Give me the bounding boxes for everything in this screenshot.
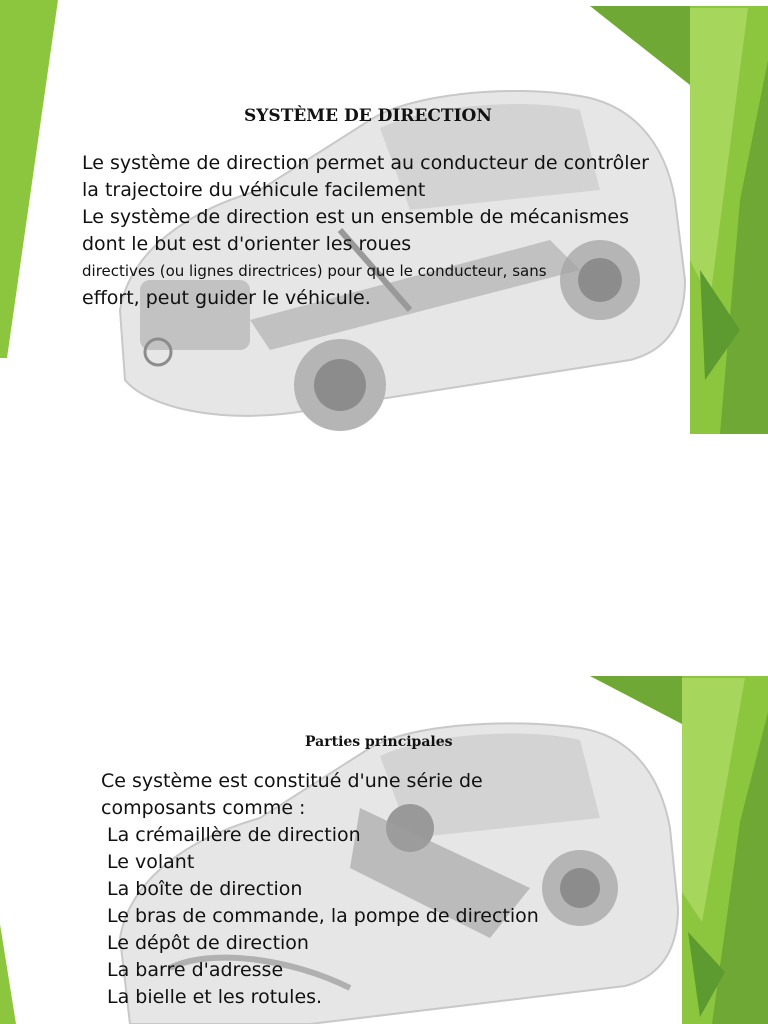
slide-1-line: Le système de direction est un ensemble de mécanismes — [82, 206, 629, 228]
slide-1 — [0, 0, 768, 434]
slide-1-line: Le système de direction permet au conducteur de contrôler — [82, 152, 649, 174]
slide-2-list-item: La boîte de direction — [107, 878, 303, 900]
slide-2-line: composants comme : — [101, 797, 306, 819]
slide-1-body — [82, 150, 649, 312]
slide-1-line: directives (ou lignes directrices) pour que le conducteur, sans — [82, 262, 547, 280]
slide-2-line: Ce système est constitué d'une série de — [101, 770, 483, 792]
slide-2 — [0, 672, 768, 1024]
slide-2-list-item: Le bras de commande, la pompe de direction — [107, 905, 539, 927]
slide-2-list-item: La bielle et les rotules. — [107, 986, 323, 1008]
slide-1-title: SYSTÈME DE DIRECTION — [244, 106, 492, 126]
slide-2-list-item: Le dépôt de direction — [107, 932, 309, 954]
slide-2-body — [101, 768, 539, 1011]
slide-2-list-item: La crémaillère de direction — [107, 824, 361, 846]
slide-2-title: Parties principales — [305, 734, 453, 750]
slide-1-line: la trajectoire du véhicule facilement — [82, 179, 426, 201]
slide-2-list-item: Le volant — [107, 851, 195, 873]
slide-1-line: dont le but est d'orienter les roues — [82, 233, 412, 255]
slide-2-list-item: La barre d'adresse — [107, 959, 284, 981]
slide-1-line: effort, peut guider le véhicule. — [82, 287, 371, 309]
